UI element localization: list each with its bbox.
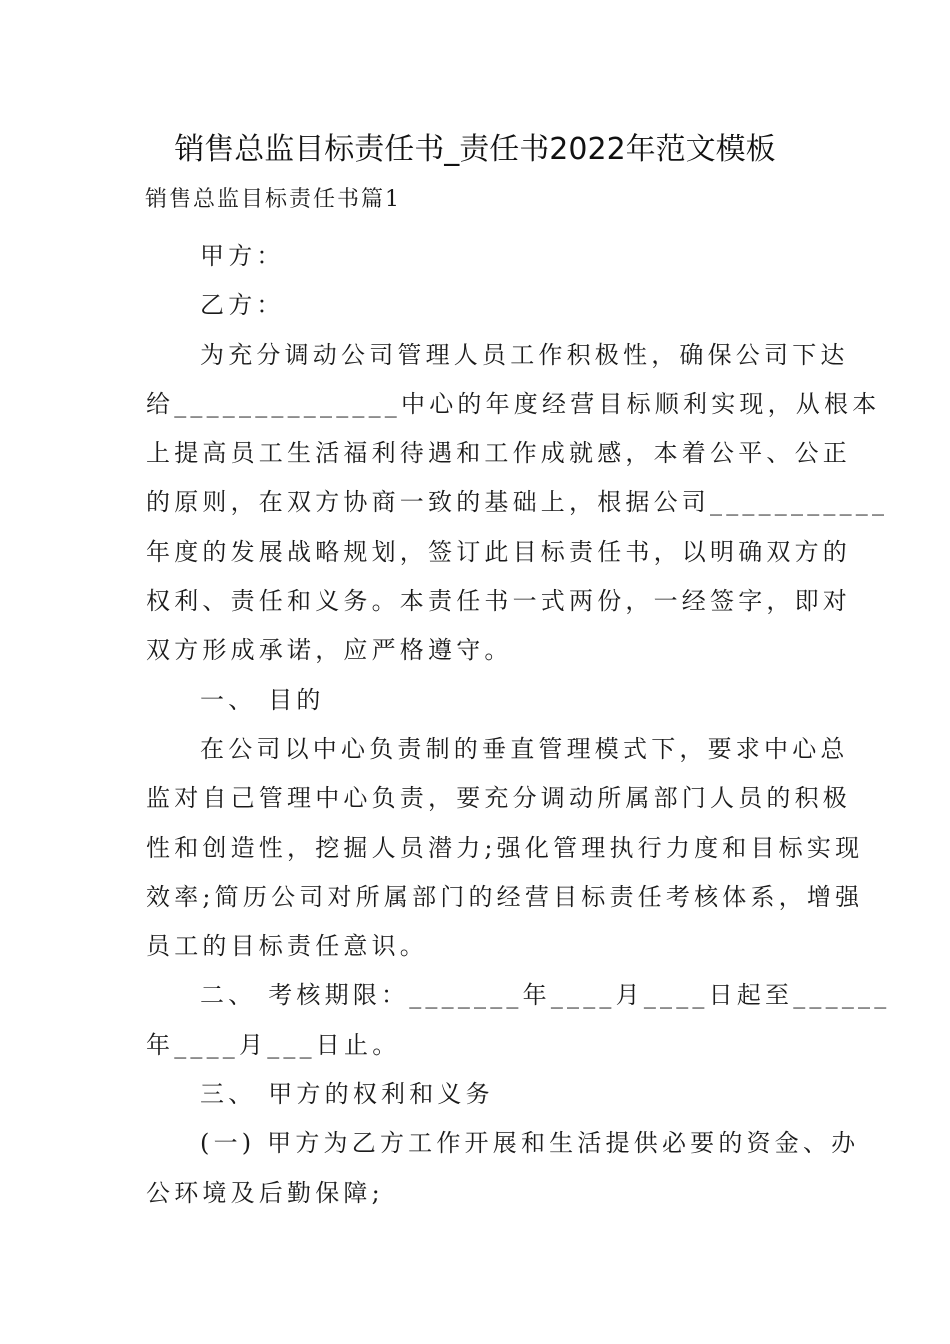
intro-paragraph-line: 为充分调动公司管理人员工作积极性，确保公司下达 (200, 340, 849, 369)
rights-paragraph-line: 公环境及后勤保障; (146, 1178, 384, 1207)
intro-paragraph-line: 上提高员工生活福利待遇和工作成就感，本着公平、公正 (146, 439, 851, 468)
section-heading-rights: 三、 甲方的权利和义务 (200, 1080, 494, 1109)
intro-paragraph-line: 权利、责任和义务。本责任书一式两份，一经签字，即对 (146, 587, 851, 616)
period-paragraph-line: 年____月___日止。 (146, 1030, 401, 1059)
party-a-line: 甲方： (200, 242, 285, 270)
document-title: 销售总监目标责任书_责任书2022年范文模板 (174, 132, 776, 167)
intro-paragraph-line: 给______________中心的年度经营目标顺利实现，从根本 (146, 389, 881, 418)
section-heading-period: 二、 考核期限：_______年____月____日起至______ (200, 981, 891, 1010)
purpose-paragraph-line: 员工的目标责任意识。 (146, 932, 428, 961)
party-b-line: 乙方： (200, 291, 285, 320)
intro-paragraph-line: 的原则，在双方协商一致的基础上，根据公司___________ (146, 488, 889, 517)
document-subtitle: 销售总监目标责任书篇1 (145, 187, 401, 212)
purpose-paragraph-line: 效率;简历公司对所属部门的经营目标责任考核体系，增强 (146, 882, 864, 911)
document-body (146, 232, 891, 1218)
intro-paragraph-line: 双方形成承诺，应严格遵守。 (146, 636, 513, 665)
purpose-paragraph-line: 性和创造性，挖掘人员潜力;强化管理执行力度和目标实现 (146, 833, 864, 862)
intro-paragraph-line: 年度的发展战略规划，签订此目标责任书，以明确双方的 (146, 537, 851, 566)
rights-paragraph-line: (一) 甲方为乙方工作开展和生活提供必要的资金、办 (200, 1129, 860, 1158)
section-heading-purpose: 一、 目的 (200, 685, 325, 714)
purpose-paragraph-line: 监对自己管理中心负责，要充分调动所属部门人员的积极 (146, 784, 851, 813)
purpose-paragraph-line: 在公司以中心负责制的垂直管理模式下，要求中心总 (200, 734, 849, 763)
